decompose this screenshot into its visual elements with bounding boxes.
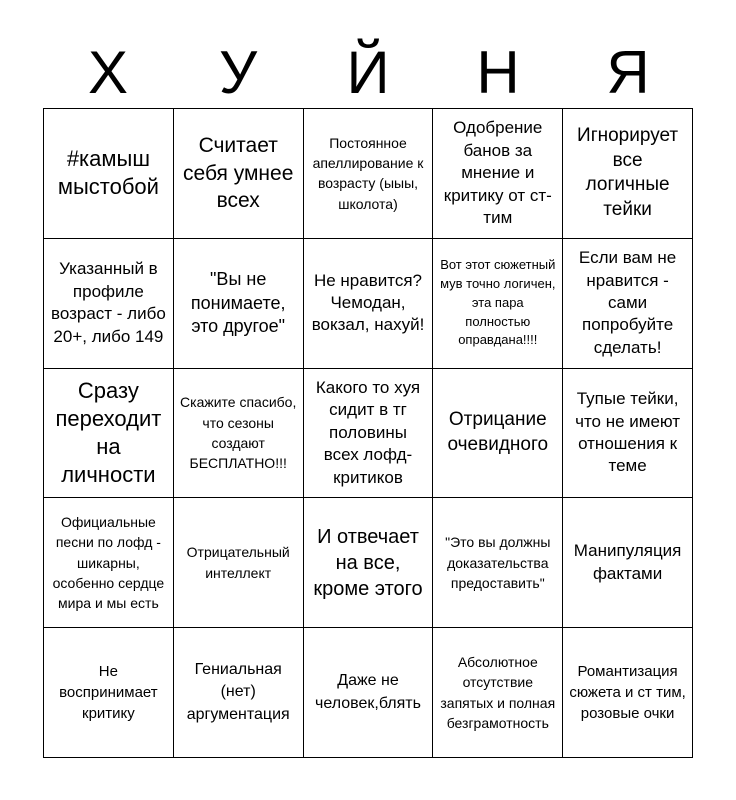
bingo-cell[interactable]: Считает себя умнее всех [174, 109, 304, 239]
bingo-cell[interactable]: "Это вы должны доказательства предоставить" [433, 498, 563, 628]
bingo-cell[interactable]: "Вы не понимаете, это другое" [174, 239, 304, 369]
bingo-cell[interactable]: Скажите спасибо, что сезоны создают БЕСПЛАТНО!!! [174, 369, 304, 499]
header-letter-2: У [218, 39, 258, 106]
bingo-cell[interactable]: Вот этот сюжетный мув точно логичен, эта пара полностью оправдана!!!! [433, 239, 563, 369]
bingo-cell[interactable]: Абсолютное отсутствие запятых и полная безграмотность [433, 628, 563, 758]
bingo-cell[interactable]: И отвечает на все, кроме этого [304, 498, 434, 628]
bingo-cell[interactable]: Сразу переходит на личности [44, 369, 174, 499]
header-letter-5: Я [606, 39, 650, 106]
bingo-cell[interactable]: Одобрение банов за мнение и критику от ст-тим [433, 109, 563, 239]
bingo-cell[interactable]: Указанный в профиле возраст - либо 20+, либо 149 [44, 239, 174, 369]
bingo-cell[interactable]: Отрицание очевидного [433, 369, 563, 499]
bingo-cell[interactable]: Не воспринимает критику [44, 628, 174, 758]
bingo-cell[interactable]: Не нравится? Чемодан, вокзал, нахуй! [304, 239, 434, 369]
bingo-cell[interactable]: Даже не человек,блять [304, 628, 434, 758]
header-letter-1: Х [87, 39, 129, 106]
bingo-cell[interactable]: Официальные песни по лофд - шикарны, особенно сердце мира и мы есть [44, 498, 174, 628]
bingo-cell[interactable]: Манипуляция фактами [563, 498, 693, 628]
bingo-cell[interactable]: Романтизация сюжета и ст тим, розовые очки [563, 628, 693, 758]
bingo-cell[interactable]: Тупые тейки, что не имеют отношения к теме [563, 369, 693, 499]
bingo-board [43, 108, 693, 758]
bingo-header [43, 40, 693, 106]
bingo-cell[interactable]: #камыш мыстобой [44, 109, 174, 239]
bingo-cell[interactable]: Какого то хуя сидит в тг половины всех лофд-критиков [304, 369, 434, 499]
bingo-cell[interactable]: Если вам не нравится - сами попробуйте сделать! [563, 239, 693, 369]
bingo-cell[interactable]: Отрицательный интеллект [174, 498, 304, 628]
header-letter-4: Н [476, 39, 520, 106]
header-letter-3: Й [346, 39, 390, 106]
bingo-cell[interactable]: Постоянное апеллирование к возрасту (ыыы, школота) [304, 109, 434, 239]
bingo-cell[interactable]: Игнорирует все логичные тейки [563, 109, 693, 239]
bingo-cell[interactable]: Гениальная (нет) аргументация [174, 628, 304, 758]
